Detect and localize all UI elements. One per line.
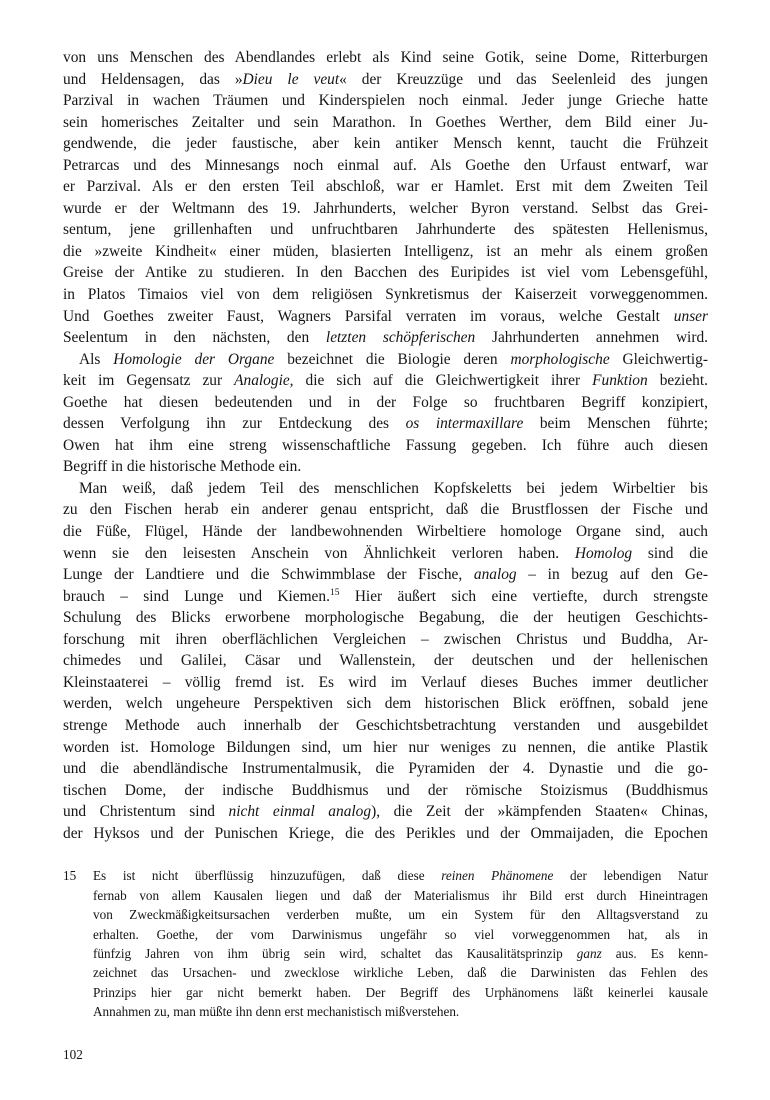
paragraph bbox=[63, 478, 708, 844]
text-run: wurde er der Weltmann des 19. Jahrhunderts, welcher Byron verstand. Selbst das Grei- bbox=[63, 199, 708, 217]
text-run: Hier äußert sich eine vertiefte, durch strengste bbox=[339, 587, 708, 605]
text-run: Begriff in die historische Methode ein. bbox=[63, 458, 302, 476]
text-line bbox=[63, 521, 708, 543]
text-run: gendwende, die jeder faustische, aber kein antiker Mensch kennt, taucht die Frühzeit bbox=[63, 135, 708, 153]
text-line bbox=[63, 780, 708, 802]
text-line bbox=[63, 90, 708, 112]
text-run: und die abendländische Instrumentalmusik, die Pyramiden der 4. Dynastie und die go- bbox=[63, 760, 708, 778]
text-run: Parzival in wachen Träumen und Kinderspielen noch einmal. Jeder junge Grieche hatte bbox=[63, 92, 708, 110]
text-line bbox=[93, 983, 708, 1002]
italic-text-run: ganz bbox=[576, 945, 602, 961]
footnote-section bbox=[63, 866, 708, 1022]
text-run: Seelentum in den nächsten, den bbox=[63, 329, 326, 347]
text-line bbox=[63, 586, 708, 608]
text-line bbox=[63, 133, 708, 155]
text-line bbox=[63, 392, 708, 414]
italic-text-run: nicht einmal analog bbox=[228, 803, 372, 821]
text-run: Goethe hat diesen bedeutenden und in der Folge so fruchtbaren Begriff konzipiert, bbox=[63, 393, 708, 411]
text-line bbox=[63, 349, 708, 371]
text-line bbox=[63, 543, 708, 565]
italic-text-run: Analogie, bbox=[234, 372, 294, 390]
text-run: Owen hat ihm eine streng wissenschaftliche Fassung gegeben. Ich führe auch diesen bbox=[63, 436, 708, 454]
paragraph bbox=[63, 349, 708, 478]
text-run: strenge Methode auch innerhalb der Geschichtsbetrachtung verstanden und ausgebildet bbox=[63, 716, 708, 734]
italic-text-run: Homologie der Organe bbox=[113, 350, 275, 368]
text-run: Jahrhunderten annehmen wird. bbox=[475, 329, 708, 347]
text-run: dessen Verfolgung ihn zur Entdeckung des bbox=[63, 415, 406, 433]
text-run: « der Kreuzzüge und das Seelenleid des jungen bbox=[339, 70, 708, 88]
footnote-reference: 15 bbox=[329, 586, 340, 598]
text-run: die sich auf die Gleichwertigkeit ihrer bbox=[293, 372, 593, 390]
text-line bbox=[93, 866, 708, 885]
text-line bbox=[93, 925, 708, 944]
text-line bbox=[63, 219, 708, 241]
footnote-text bbox=[93, 866, 708, 1022]
italic-text-run: analog bbox=[473, 566, 517, 584]
text-line bbox=[63, 435, 708, 457]
text-run: – in bezug auf den Ge- bbox=[516, 566, 708, 584]
italic-text-run: Homolog bbox=[574, 544, 633, 562]
text-run: die Füße, Flügel, Hände der landbewohnenden Wirbeltiere homologe Organe sind, auch bbox=[63, 523, 708, 541]
text-run: Petrarcas und des Minnesangs noch einmal auf. Als Goethe den Urfaust entwarf, war bbox=[63, 156, 708, 174]
text-run: brauch – sind Lunge und Kiemen. bbox=[63, 587, 330, 605]
text-line bbox=[93, 886, 708, 905]
text-line bbox=[63, 47, 708, 69]
text-run: Gleichwertig- bbox=[609, 350, 708, 368]
text-run: er Parzival. Als er den ersten Teil abschloß, war er Hamlet. Erst mit dem Zweiten Teil bbox=[63, 178, 708, 196]
text-run: zu den Fischen herab ein anderer genau entspricht, daß die Brustflossen der Fische und bbox=[63, 501, 708, 519]
text-run: Prinzips hier gar nicht bemerkt haben. Der Begriff des Urphänomens läßt keinerlei kausale bbox=[93, 984, 708, 1000]
text-line bbox=[63, 155, 708, 177]
text-line bbox=[63, 607, 708, 629]
italic-text-run: letzten schöpferischen bbox=[325, 329, 476, 347]
text-run: Annahmen zu, man müßte ihn denn erst mechanistisch mißverstehen. bbox=[93, 1004, 460, 1020]
italic-text-run: Dieu le veut bbox=[242, 70, 340, 88]
text-line bbox=[63, 413, 708, 435]
text-line bbox=[63, 176, 708, 198]
text-run: ), die Zeit der »kämpfenden Staaten« Chinas, bbox=[371, 803, 708, 821]
text-run: bezeichnet die Biologie deren bbox=[274, 350, 511, 368]
text-line bbox=[63, 478, 708, 500]
text-run: Und Goethes zweiter Faust, Wagners Parsifal verraten im voraus, welche Gestalt bbox=[63, 307, 674, 325]
text-run: aus. Es kenn- bbox=[601, 945, 708, 961]
text-run: und Heldensagen, das » bbox=[63, 70, 243, 88]
text-line bbox=[63, 284, 708, 306]
text-line bbox=[93, 944, 708, 963]
text-run: Kleinstaaterei – völlig fremd ist. Es wird im Verlauf dieses Buches immer deutlicher bbox=[63, 673, 708, 691]
text-line bbox=[63, 370, 708, 392]
text-run: der lebendigen Natur bbox=[553, 868, 708, 884]
text-run: die »zweite Kindheit« einer müden, blasierten Intelligenz, ist an mehr als einem großen bbox=[63, 242, 708, 260]
text-run: und Christentum sind bbox=[63, 803, 229, 821]
text-line bbox=[63, 241, 708, 263]
footnote-marker: 15 bbox=[63, 868, 77, 884]
text-run: worden ist. Homologe Bildungen sind, um hier nur weniges zu nennen, die antike Plastik bbox=[63, 738, 708, 756]
text-run: von Zweckmäßigkeitsursachen verderben mußte, um ein System für den Alltagsverstand zu bbox=[93, 907, 708, 923]
text-line bbox=[63, 499, 708, 521]
text-line bbox=[93, 963, 708, 982]
text-run: Schulung des Blicks erworbene morphologische Begabung, die der heutigen Geschichts- bbox=[63, 609, 708, 627]
text-line bbox=[63, 262, 708, 284]
page-number: 102 bbox=[63, 1046, 83, 1062]
text-run: Es ist nicht überflüssig hinzuzufügen, daß diese bbox=[93, 868, 442, 884]
text-run: werden, welch ungeheure Perspektiven sich dem historischen Blick eröffnen, sobald jene bbox=[63, 695, 708, 713]
text-line bbox=[63, 715, 708, 737]
italic-text-run: morphologische bbox=[510, 350, 610, 368]
text-line bbox=[63, 69, 708, 91]
text-run: der Hyksos und der Punischen Kriege, die des Perikles und der Ommaijaden, die Epochen bbox=[63, 824, 708, 842]
text-line bbox=[63, 629, 708, 651]
text-line bbox=[93, 1002, 708, 1021]
text-run: keit im Gegensatz zur bbox=[63, 372, 235, 390]
text-run: fernab von allem Kausalen liegen und daß der Materialismus ihr Bild erst durch Hineintragen bbox=[93, 887, 708, 903]
text-line bbox=[63, 306, 708, 328]
text-run: sein homerisches Zeitalter und sein Marathon. In Goethes Werther, dem Bild einer Ju- bbox=[63, 113, 708, 131]
text-run: erhalten. Goethe, der vom Darwinismus ungefähr so viel vorweggenommen hat, als in bbox=[93, 926, 708, 942]
text-run: bezieht. bbox=[647, 372, 708, 390]
text-line bbox=[63, 693, 708, 715]
text-line bbox=[63, 327, 708, 349]
text-run: Als bbox=[79, 350, 114, 368]
text-line bbox=[63, 823, 708, 845]
text-line bbox=[63, 564, 708, 586]
text-line bbox=[93, 905, 708, 924]
text-line bbox=[63, 650, 708, 672]
text-run: tischen Dome, der indische Buddhismus und der römische Stoizismus (Buddhismus bbox=[63, 781, 708, 799]
text-run: in Platos Timaios viel von dem religiösen Synkretismus der Kaiserzeit vorweggenommen. bbox=[63, 286, 708, 304]
text-line bbox=[63, 456, 708, 478]
text-run: sentum, jene grillenhaften und unfruchtbaren Jahrhunderte des spätesten Hellenismus, bbox=[63, 221, 708, 239]
text-run: Man weiß, daß jedem Teil des menschlichen Kopfskeletts bei jedem Wirbeltier bis bbox=[79, 479, 708, 497]
main-text bbox=[63, 47, 708, 844]
text-line bbox=[63, 672, 708, 694]
italic-text-run: os intermaxillare bbox=[405, 415, 524, 433]
text-run: beim Menschen führte; bbox=[523, 415, 708, 433]
text-run: Lunge der Landtiere und die Schwimmblase der Fische, bbox=[63, 566, 474, 584]
text-run: sind die bbox=[632, 544, 708, 562]
text-run: wenn sie den leisesten Anschein von Ähnlichkeit verloren haben. bbox=[63, 544, 575, 562]
paragraph bbox=[63, 47, 708, 349]
text-run: zeichnet das Ursachen- und zwecklose wirkliche Leben, daß die Darwinisten das Fehlen des bbox=[93, 965, 708, 981]
text-run: Greise der Antike zu studieren. In den Bacchen des Euripides ist viel vom Lebensgefühl, bbox=[63, 264, 708, 282]
text-run: forschung mit ihren oberflächlichen Vergleichen – zwischen Christus und Buddha, Ar- bbox=[63, 630, 708, 648]
text-run: von uns Menschen des Abendlandes erlebt als Kind seine Gotik, seine Dome, Ritterburgen bbox=[63, 49, 708, 66]
text-line bbox=[63, 112, 708, 134]
text-line bbox=[63, 737, 708, 759]
text-line bbox=[63, 198, 708, 220]
text-run: fünfzig Jahren von ihm übrig sein wird, schaltet das Kausalitätsprinzip bbox=[93, 945, 577, 961]
italic-text-run: unser bbox=[673, 307, 708, 325]
italic-text-run: Funktion bbox=[592, 372, 648, 390]
text-line bbox=[63, 758, 708, 780]
text-run: chimedes und Galilei, Cäsar und Wallenstein, der deutschen und der hellenischen bbox=[63, 652, 708, 670]
text-line bbox=[63, 801, 708, 823]
italic-text-run: reinen Phänomene bbox=[441, 868, 554, 884]
